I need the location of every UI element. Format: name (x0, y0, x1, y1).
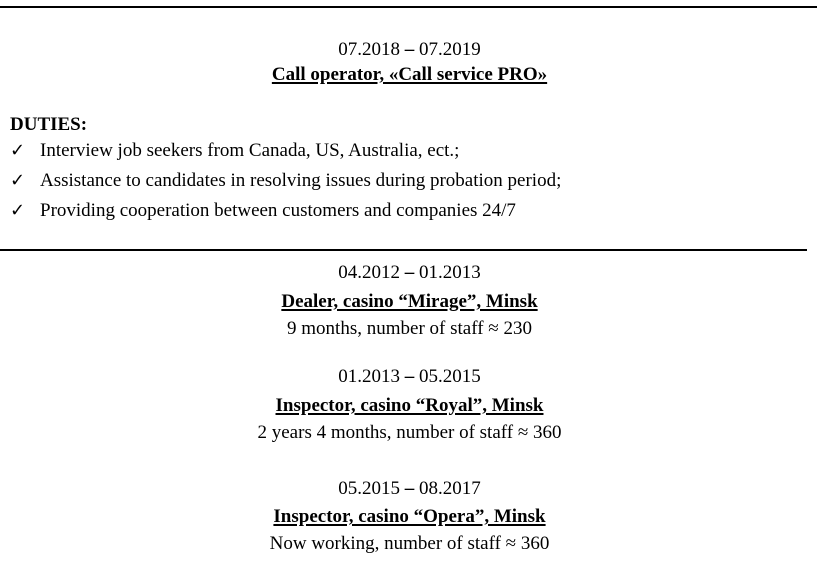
job-details: 9 months, number of staff ≈ 230 (287, 318, 532, 339)
job-period (0, 262, 819, 284)
duty-text: Interview job seekers from Canada, US, Australia, ect.; (40, 140, 460, 161)
job-title: Inspector, casino “Royal”, Minsk (275, 395, 544, 416)
period-dash: – (404, 366, 415, 387)
job-title: Inspector, casino “Opera”, Minsk (273, 506, 546, 527)
period-start: 01.2013 (338, 366, 400, 387)
duties-heading: DUTIES: (10, 114, 88, 135)
duty-item (10, 140, 459, 162)
period-start: 04.2012 (338, 262, 400, 283)
period-start: 07.2018 (338, 39, 400, 60)
duty-text: Providing cooperation between customers and companies 24/7 (40, 200, 516, 221)
period-end: 08.2017 (419, 478, 481, 499)
period-dash: – (404, 39, 415, 60)
job-details: Now working, number of staff ≈ 360 (269, 533, 550, 554)
job-title-row (0, 506, 819, 528)
job-period (0, 478, 819, 500)
job-details: 2 years 4 months, number of staff ≈ 360 (257, 422, 562, 443)
job-title-row (0, 395, 819, 417)
period-start: 05.2015 (338, 478, 400, 499)
check-icon: ✓ (10, 140, 26, 161)
period-dash: – (404, 262, 415, 283)
job-title-row (0, 291, 819, 313)
current-job-title-row (0, 64, 819, 86)
section-divider (0, 249, 807, 251)
top-divider (0, 6, 817, 8)
job-title: Dealer, casino “Mirage”, Minsk (281, 291, 538, 312)
check-icon: ✓ (10, 200, 26, 221)
current-job-title: Call operator, «Call service PRO» (271, 64, 548, 85)
period-end: 07.2019 (419, 39, 481, 60)
current-job-period (0, 39, 819, 61)
duty-item (10, 170, 561, 192)
job-period (0, 366, 819, 388)
period-end: 05.2015 (419, 366, 481, 387)
duty-text: Assistance to candidates in resolving issues during probation period; (40, 170, 562, 191)
check-icon: ✓ (10, 170, 26, 191)
period-dash: – (404, 478, 415, 499)
duty-item (10, 200, 516, 222)
period-end: 01.2013 (419, 262, 481, 283)
